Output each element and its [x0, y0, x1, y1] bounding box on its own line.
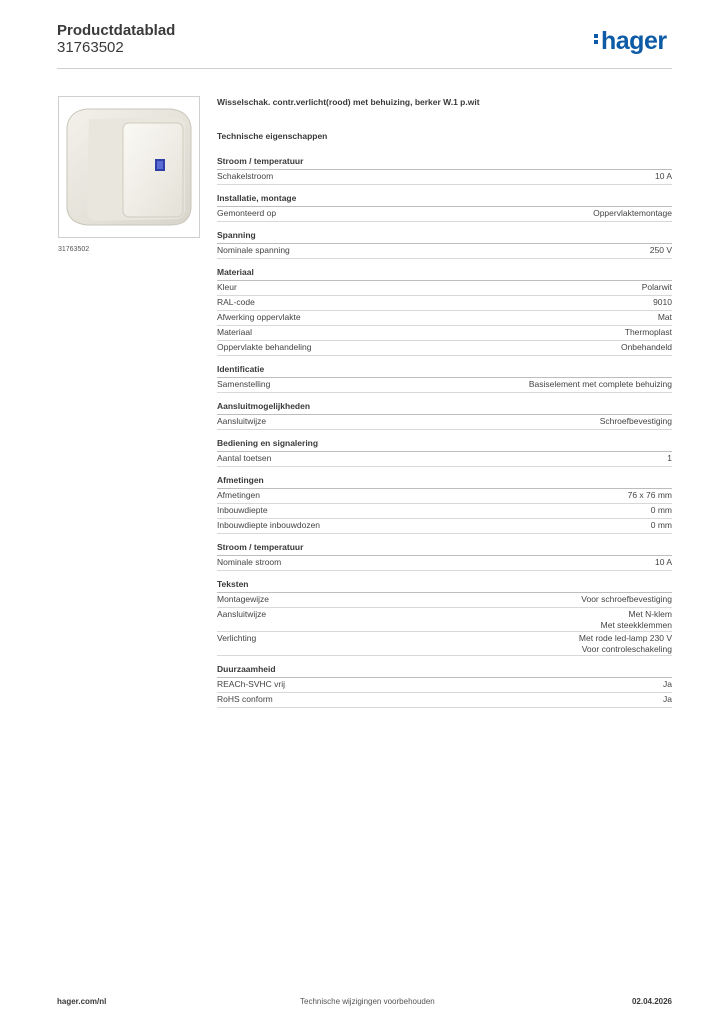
spec-value: 9010: [653, 297, 672, 307]
page-title: Productdatablad: [57, 22, 176, 39]
spec-label: RAL-code: [217, 297, 255, 307]
spec-value: Oppervlaktemontage: [593, 208, 672, 218]
spec-row: [217, 632, 672, 656]
spec-row: [217, 378, 672, 393]
spec-label: Verlichting: [217, 633, 257, 643]
spec-label: Gemonteerd op: [217, 208, 277, 218]
spec-label: Schakelstroom: [217, 171, 274, 181]
spec-section: [217, 578, 672, 656]
spec-section: [217, 266, 672, 356]
section-title: Materiaal: [217, 266, 672, 281]
spec-section: [217, 363, 672, 393]
spec-value: Ja: [663, 679, 672, 689]
spec-value: 10 A: [654, 171, 672, 181]
spec-label: REACh-SVHC vrij: [217, 679, 286, 689]
section-title: Stroom / temperatuur: [217, 155, 672, 170]
spec-value: Thermoplast: [624, 327, 672, 337]
spec-section: [217, 663, 672, 708]
spec-row: [217, 170, 672, 185]
footer-website: hager.com/nl: [57, 997, 107, 1006]
spec-row: [217, 207, 672, 222]
spec-label: Inbouwdiepte inbouwdozen: [217, 520, 321, 530]
spec-label: RoHS conform: [217, 694, 273, 704]
spec-row: [217, 415, 672, 430]
spec-label: Nominale spanning: [217, 245, 290, 255]
spec-value: Met N-klem Met steekklemmen: [600, 609, 672, 630]
spec-label: Aansluitwijze: [217, 609, 267, 619]
spec-value: Met rode led-lamp 230 V Voor controleschakeling: [578, 633, 672, 654]
spec-row: [217, 296, 672, 311]
spec-label: Oppervlakte behandeling: [217, 342, 312, 352]
spec-value: 1: [667, 453, 672, 463]
spec-label: Samenstelling: [217, 379, 271, 389]
header-divider: [57, 68, 672, 69]
section-title: Teksten: [217, 578, 672, 593]
footer-date: 02.04.2026: [631, 997, 672, 1006]
logo-dots-icon: [594, 32, 599, 46]
spec-row: [217, 608, 672, 632]
switch-illustration-icon: [59, 97, 199, 237]
product-image: [58, 96, 200, 238]
product-title: Wisselschak. contr.verlicht(rood) met behuizing, berker W.1 p.wit: [217, 97, 480, 107]
spec-value: 0 mm: [650, 505, 672, 515]
spec-label: Inbouwdiepte: [217, 505, 268, 515]
spec-row: [217, 519, 672, 534]
spec-value: Ja: [663, 694, 672, 704]
spec-value: 10 A: [654, 557, 672, 567]
spec-value: Basiselement met complete behuizing: [528, 379, 672, 389]
spec-label: Afmetingen: [217, 490, 260, 500]
spec-row: [217, 341, 672, 356]
spec-label: Kleur: [217, 282, 237, 292]
spec-row: [217, 593, 672, 608]
spec-section: [217, 400, 672, 430]
spec-section: [217, 155, 672, 185]
spec-label: Materiaal: [217, 327, 252, 337]
footer-notice: Technische wijzigingen voorbehouden: [300, 997, 435, 1006]
spec-row: [217, 311, 672, 326]
spec-section: [217, 229, 672, 259]
spec-row: [217, 326, 672, 341]
spec-row: [217, 489, 672, 504]
spec-section: [217, 541, 672, 571]
spec-content: [217, 97, 672, 715]
spec-value: Onbehandeld: [620, 342, 672, 352]
spec-label: Afwerking oppervlakte: [217, 312, 301, 322]
spec-subheading: Technische eigenschappen: [217, 131, 328, 141]
spec-section: [217, 437, 672, 467]
spec-row: [217, 244, 672, 259]
section-title: Stroom / temperatuur: [217, 541, 672, 556]
spec-value: Voor schroefbevestiging: [581, 594, 672, 604]
spec-row: [217, 693, 672, 708]
spec-value: Polarwit: [641, 282, 672, 292]
spec-label: Nominale stroom: [217, 557, 282, 567]
spec-section: [217, 474, 672, 534]
product-code: 31763502: [57, 39, 124, 56]
spec-row: [217, 678, 672, 693]
spec-section: [217, 192, 672, 222]
hager-logo: [594, 27, 667, 56]
spec-value: Schroefbevestiging: [599, 416, 672, 426]
section-title: Spanning: [217, 229, 672, 244]
spec-row: [217, 504, 672, 519]
section-title: Bediening en signalering: [217, 437, 672, 452]
section-title: Duurzaamheid: [217, 663, 672, 678]
section-title: Installatie, montage: [217, 192, 672, 207]
spec-label: Aantal toetsen: [217, 453, 272, 463]
spec-row: [217, 556, 672, 571]
spec-value: 250 V: [649, 245, 672, 255]
spec-row: [217, 452, 672, 467]
spec-value: Mat: [657, 312, 672, 322]
section-title: Afmetingen: [217, 474, 672, 489]
spec-label: Montagewijze: [217, 594, 269, 604]
spec-sections: [217, 155, 672, 708]
section-title: Identificatie: [217, 363, 672, 378]
image-caption: 31763502: [58, 246, 90, 253]
section-title: Aansluitmogelijkheden: [217, 400, 672, 415]
spec-value: 0 mm: [650, 520, 672, 530]
spec-value: 76 x 76 mm: [627, 490, 672, 500]
logo-text: hager: [601, 27, 667, 55]
spec-row: [217, 281, 672, 296]
spec-label: Aansluitwijze: [217, 416, 267, 426]
